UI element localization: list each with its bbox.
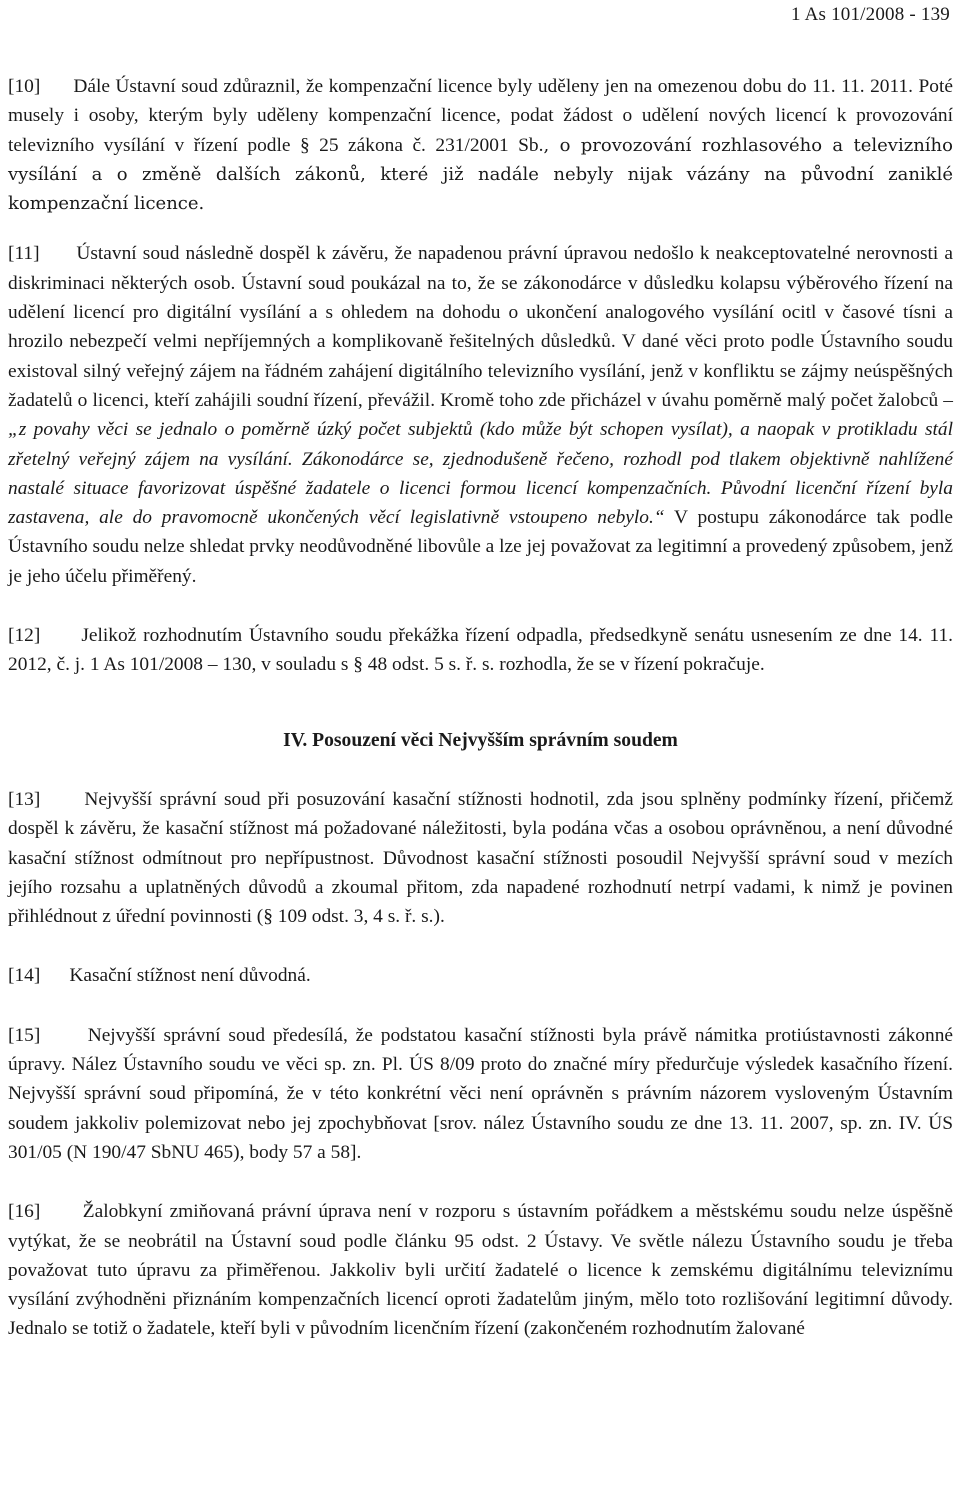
paragraph-number: [14] bbox=[8, 965, 41, 987]
paragraph-number: [10] bbox=[8, 76, 41, 97]
paragraph-text: Kasační stížnost není důvodná. bbox=[69, 965, 311, 987]
paragraph-12 bbox=[8, 621, 953, 680]
paragraph-text-continued: , o provozování rozhlasového a televizního vysílání a o změně dalších zákonů, které již nadále nebyly nijak vázány na původní zaniklé kompenzační licence. bbox=[8, 134, 953, 215]
paragraph-text: Dále Ústavní soud zdůraznil, že kompenzační licence byly uděleny jen na omezenou dobu do 11. 11. 2011. Poté musely i osoby, kterým byly uděleny kompenzační licence, podat žádost o udělení nových licencí k provozování televizního vysílání v řízení podle § 25 zákona č. 231/2001 Sb. bbox=[8, 76, 953, 156]
paragraph-number: [12] bbox=[8, 625, 41, 647]
document-reference: 1 As 101/2008 - 139 bbox=[791, 4, 950, 25]
paragraph-text: Jelikož rozhodnutím Ústavního soudu překážka řízení odpadla, předsedkyně senátu usnesením ze dne 14. 11. 2012, č. j. 1 As 101/2008 – 130, v souladu s § 48 odst. 5 s. ř. s. rozhodla, že se v řízení pokračuje. bbox=[8, 625, 953, 676]
paragraph-text: Nejvyšší správní soud při posuzování kasační stížnosti hodnotil, zda jsou splněny podmínky řízení, přičemž dospěl k závěru, že kasační stížnost má požadované náležitosti, byla podána včas a osobou oprávněnou, a není důvodné kasační stížnost odmítnout pro nepřípustnost. Důvodnost kasační stížnosti posoudil Nejvyšší správní soud v mezích jejího rozsahu a uplatněných důvodů a zkoumal přitom, zda napadené rozhodnutí netrpí vadami, k nimž je povinen přihlédnout z úřední povinnosti (§ 109 odst. 3, 4 s. ř. s.). bbox=[8, 788, 954, 928]
paragraph-11 bbox=[8, 239, 953, 591]
paragraph-number: [11] bbox=[8, 243, 40, 265]
court-quote: „z povahy věci se jednalo o poměrně úzký počet subjektů (kdo může být schopen vysílat), a naopak v protikladu stál zřetelný veřejný zájem na vysílání. Zákonodárce se, zjednodušeně řečeno, rozhodl pod tlakem objektivně nahlížené nastalé situace favorizovat úspěšné žadatele o licenci formou licencí kompenzačních. Původní licenční řízení byla zastavena, ale do pravomocně ukončených věcí legislativně vstoupeno nebylo.“ bbox=[8, 419, 953, 529]
paragraph-number: [16] bbox=[8, 1201, 41, 1223]
paragraph-text-tail: V postupu zákonodárce tak podle Ústavního soudu nelze shledat prvky neodůvodněné libovůle a lze jej považovat za legitimní a provedený způsobem, jenž je jeho účelu přiměřený. bbox=[8, 507, 954, 587]
paragraph-13 bbox=[8, 785, 953, 931]
paragraph-number: [15] bbox=[8, 1024, 41, 1046]
document-body bbox=[8, 72, 953, 1344]
paragraph-10 bbox=[8, 72, 953, 218]
paragraph-14 bbox=[8, 961, 953, 990]
section-heading: IV. Posouzení věci Nejvyšším správním soudem bbox=[283, 729, 678, 751]
paragraph-15 bbox=[8, 1021, 953, 1167]
paragraph-16 bbox=[8, 1197, 953, 1343]
paragraph-text: Žalobkyní zmiňovaná právní úprava není v rozporu s ústavním pořádkem a městskému soudu nelze úspěšně vytýkat, že se neobrátil na Ústavní soud podle článku 95 odst. 2 Ústavy. Ve světle nálezu Ústavního soudu je třeba považovat tuto úpravu za přiměřenou. Jakkoliv byli určití žadatelé o licence k zemskému digitálnímu televiznímu vysílání zvýhodněni přiznáním kompenzačních licencí oproti žadatelům jiným, mělo toto rozlišování legitimní důvody. Jednalo se totiž o žadatele, kteří byli v původním licenčním řízení (zakončeném rozhodnutím žalované bbox=[8, 1201, 954, 1340]
paragraph-text: Ústavní soud následně dospěl k závěru, že napadenou právní úpravou nedošlo k neakceptovatelné nerovnosti a diskriminaci některých osob. Ústavní soud poukázal na to, že se zákonodárce v důsledku kolapsu výběrového řízení na udělení licencí pro digitální vysílání a s ohledem na dohodu o ukončení analogového vysílání ocitl v časové tísni a hrozilo nebezpečí velmi nepříjemných a komplikovaně řešitelných důsledků. V dané věci proto podle Ústavního soudu existoval silný veřejný zájem na řádném zahájení digitálního televizního vysílání, jenž v konfliktu se zájmy neúspěšných žadatelů o licenci, kteří zahájili soudní řízení, převážil. Kromě toho zde přicházel v úvahu poměrně malý počet žalobců – bbox=[8, 243, 953, 411]
paragraph-text: Nejvyšší správní soud předesílá, že podstatou kasační stížnosti byla právě námitka protiústavnosti zákonné úpravy. Nález Ústavního soudu ve věci sp. zn. Pl. ÚS 8/09 proto do značné míry předurčuje výsledek kasačního řízení. Nejvyšší správní soud připomíná, že v této konkrétní věci není oprávněn s právním názorem vysloveným Ústavním soudem jakkoliv polemizovat nebo jej zpochybňovat [srov. nález Ústavního soudu ze dne 13. 11. 2007, sp. zn. IV. ÚS 301/05 (N 190/47 SbNU 465), body 57 a 58]. bbox=[8, 1024, 953, 1163]
paragraph-number: [13] bbox=[8, 788, 41, 810]
